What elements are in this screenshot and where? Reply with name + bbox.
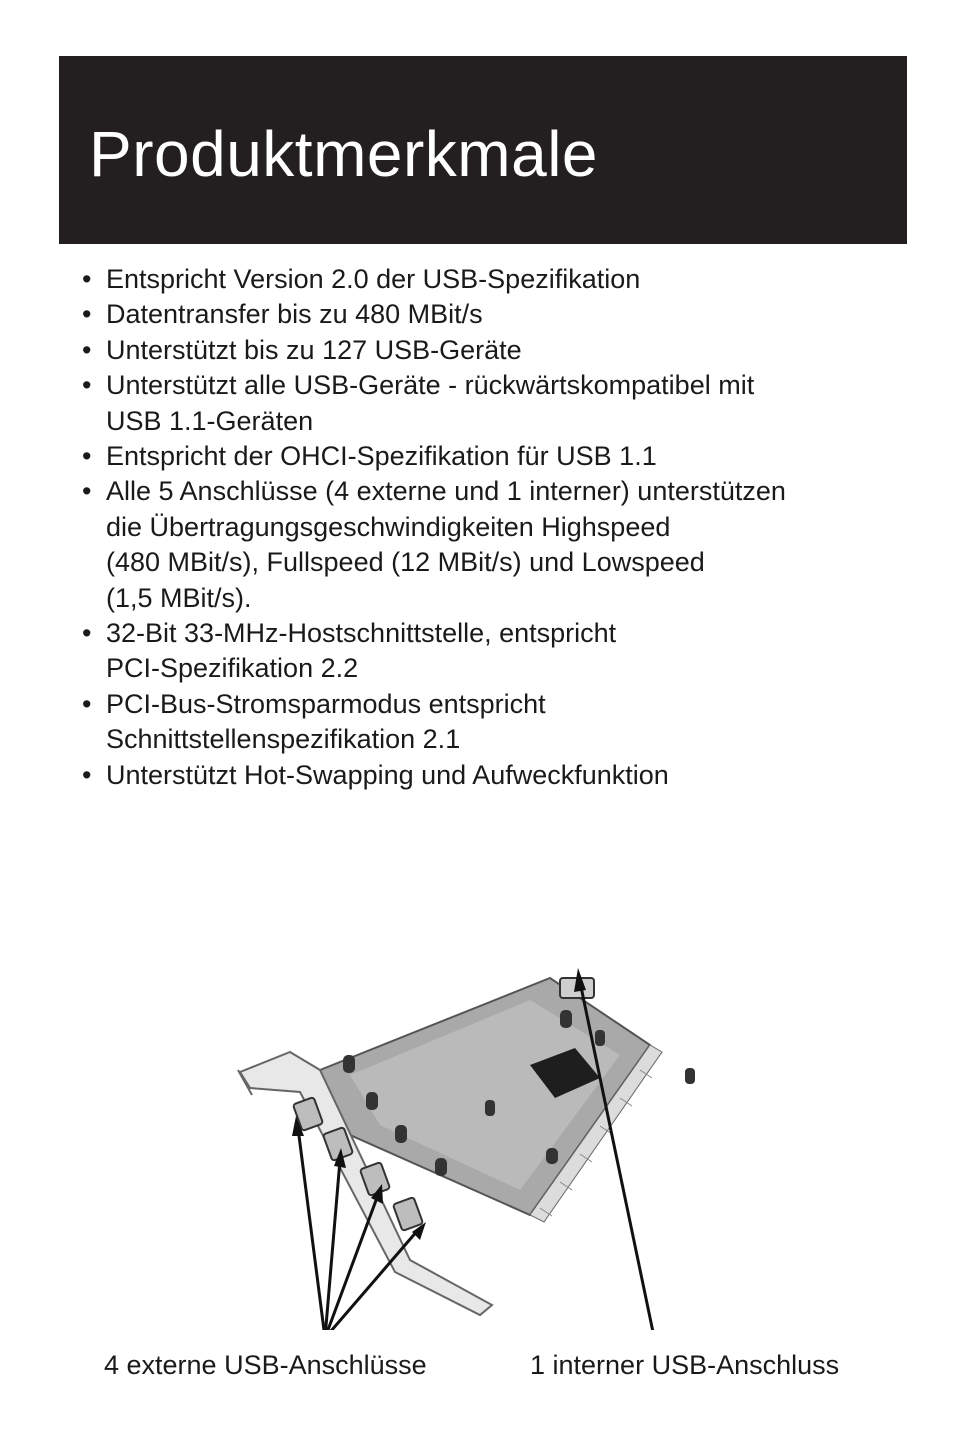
feature-item — [82, 616, 882, 687]
feature-item — [82, 758, 882, 793]
feature-line: (1,5 MBit/s). — [106, 582, 252, 613]
feature-line: PCI-Bus-Stromsparmodus entspricht — [106, 688, 546, 719]
feature-line: Unterstützt bis zu 127 USB-Geräte — [106, 334, 522, 365]
feature-item — [82, 368, 882, 439]
feature-line: die Übertragungsgeschwindigkeiten Highspeed — [106, 511, 671, 542]
feature-line: (480 MBit/s), Fullspeed (12 MBit/s) und Lowspeed — [106, 547, 705, 578]
feature-line: USB 1.1-Geräten — [106, 405, 314, 436]
feature-line: Alle 5 Anschlüsse (4 externe und 1 interner) unterstützen — [106, 476, 786, 507]
feature-item — [82, 297, 882, 332]
feature-line: Schnittstellenspezifikation 2.1 — [106, 724, 461, 755]
feature-line: Unterstützt Hot-Swapping und Aufweckfunktion — [106, 759, 669, 790]
feature-line: Datentransfer bis zu 480 MBit/s — [106, 299, 483, 330]
feature-list — [82, 262, 882, 793]
caption-internal-port: 1 interner USB-Anschluss — [530, 1350, 840, 1380]
caption-external-ports: 4 externe USB-Anschlüsse — [104, 1350, 427, 1380]
feature-item — [82, 474, 882, 616]
feature-item — [82, 262, 882, 297]
feature-line: Entspricht Version 2.0 der USB-Spezifikation — [106, 264, 641, 294]
usb-pci-card-image — [230, 960, 790, 1330]
feature-line: Unterstützt alle USB-Geräte - rückwärtskompatibel mit — [106, 370, 755, 401]
feature-line: 32-Bit 33-MHz-Hostschnittstelle, entspricht — [106, 618, 617, 649]
feature-item — [82, 439, 882, 474]
page-title: Produktmerkmale — [89, 118, 598, 190]
feature-line: Entspricht der OHCI-Spezifikation für USB 1.1 — [106, 441, 657, 472]
feature-line: PCI-Spezifikation 2.2 — [106, 653, 359, 684]
feature-item — [82, 333, 882, 368]
feature-item — [82, 687, 882, 758]
header-banner — [59, 56, 907, 244]
